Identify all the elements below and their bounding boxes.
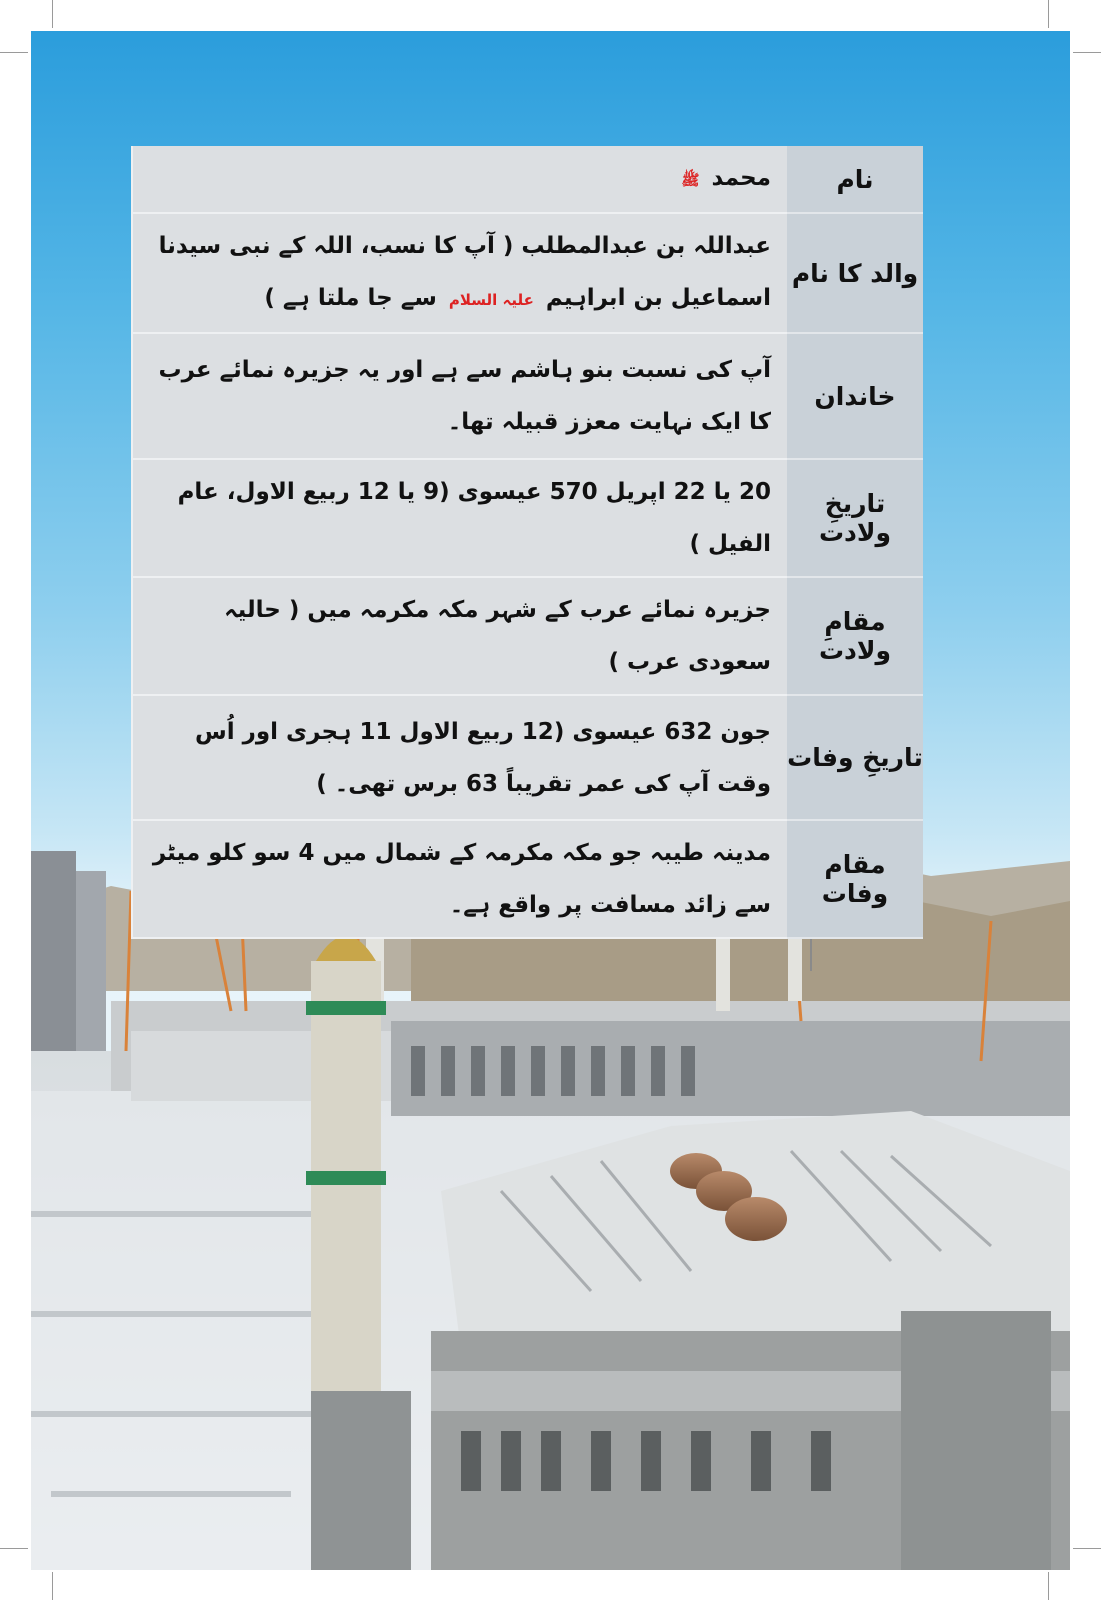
row-value: [132, 820, 787, 938]
crop-mark: [0, 1548, 28, 1549]
info-table: [131, 146, 923, 939]
row-label: خاندان: [787, 333, 923, 459]
info-row: [132, 146, 923, 213]
crop-mark: [52, 1572, 53, 1600]
info-row: [132, 820, 923, 938]
row-label: مقام وفات: [787, 820, 923, 938]
crop-mark: [1073, 52, 1101, 53]
info-row: [132, 459, 923, 577]
row-value: [132, 459, 787, 577]
honorific-mark: ﷺ: [681, 171, 700, 189]
value-text: جزیرہ نمائے عرب کے شہر مکہ مکرمہ میں ( حالیہ سعودی عرب ): [224, 597, 771, 675]
value-text: 20 یا 22 اپریل 570 عیسوی (9 یا 12 ربیع الاول، عام الفیل ): [177, 479, 771, 557]
row-value: [132, 577, 787, 695]
page-panel: [31, 31, 1070, 1570]
row-label: تاریخِ ولادت: [787, 459, 923, 577]
value-text: محمد: [711, 165, 771, 191]
value-text: عبداللہ بن عبدالمطلب ( آپ کا نسب، اللہ کے نبی سیدنا اسماعیل بن ابراہیم: [158, 233, 771, 311]
row-label: تاریخِ وفات: [787, 695, 923, 820]
honorific-mark: علیہ السلام: [448, 291, 534, 309]
info-row: [132, 333, 923, 459]
value-text: سے جا ملتا ہے ): [264, 285, 437, 311]
row-label: والد کا نام: [787, 213, 923, 333]
crop-mark: [52, 0, 53, 28]
row-label: نام: [787, 146, 923, 213]
value-text: مدینہ طیبہ جو مکہ مکرمہ کے شمال میں 4 سو کلو میٹر سے زائد مسافت پر واقع ہے۔: [152, 840, 771, 918]
value-text: جون 632 عیسوی (12 ربیع الاول 11 ہجری اور اُس وقت آپ کی عمر تقریباً 63 برس تھی۔ ): [195, 718, 771, 797]
value-text: آپ کی نسبت بنو ہاشم سے ہے اور یہ جزیرہ نمائے عرب کا ایک نہایت معزز قبیلہ تھا۔: [158, 357, 771, 435]
row-value: [132, 695, 787, 820]
info-row: [132, 213, 923, 333]
row-label: مقامِ ولادت: [787, 577, 923, 695]
row-value: [132, 213, 787, 333]
crop-mark: [1048, 1572, 1049, 1600]
row-value: [132, 333, 787, 459]
info-row: [132, 577, 923, 695]
crop-mark: [0, 52, 28, 53]
row-value: [132, 146, 787, 213]
crop-mark: [1073, 1548, 1101, 1549]
crop-mark: [1048, 0, 1049, 28]
info-row: [132, 695, 923, 820]
